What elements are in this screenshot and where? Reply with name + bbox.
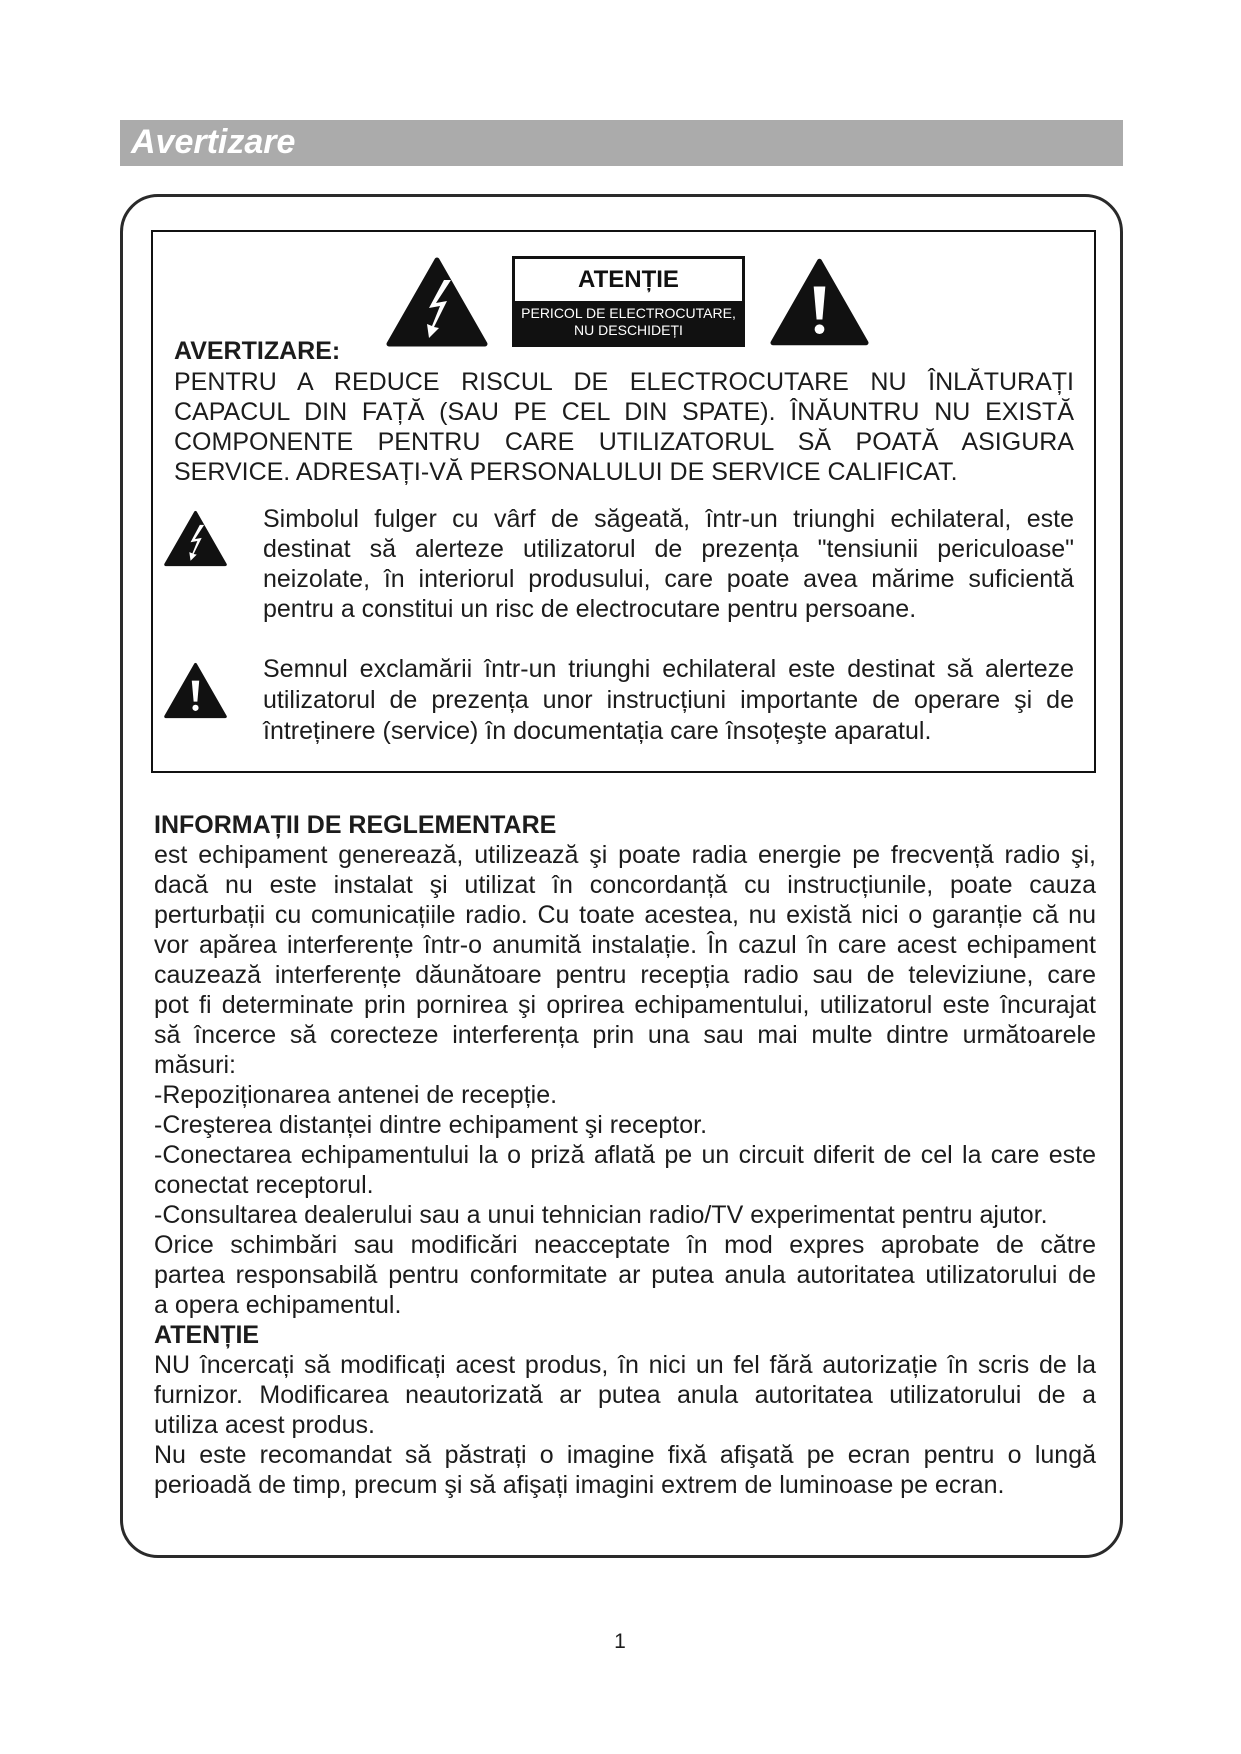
caution-line: NU încercați să modificați acest produs, în nici un fel fără autorizație în scris de la (154, 1351, 1096, 1379)
description-line: Simbolul fulger cu vârf de săgeată, într-un triunghi echilateral, este (263, 505, 1074, 533)
measure-item: conectat receptorul. (154, 1171, 374, 1199)
caution-label-line: NU DESCHIDEȚI (574, 322, 683, 338)
description-line: neizolate, în interiorul produsului, care poate avea mărime suficientă (263, 565, 1074, 593)
lightning-warning-icon (385, 256, 489, 348)
display-line: Nu este recomandat să păstrați o imagine fixă afişată pe ecran pentru o lungă (154, 1441, 1096, 1469)
caution-label-title: ATENȚIE (578, 266, 679, 293)
exclamation-symbol-description (263, 654, 1074, 747)
regulatory-line: dacă nu este instalat şi utilizat în concordanță cu instrucțiunile, poate cauza (154, 871, 1096, 899)
description-line: utilizatorul de prezența unor instrucțiuni importante de operare şi de (263, 686, 1074, 714)
page-number: 1 (614, 1630, 626, 1653)
regulatory-line: pot fi determinate prin pornirea şi oprirea echipamentului, utilizatorul este încurajat (154, 991, 1096, 1019)
regulatory-section (154, 810, 1096, 1500)
caution-line: utiliza acest produs. (154, 1411, 375, 1439)
caution-label (512, 256, 745, 347)
lightning-symbol-description (263, 504, 1074, 624)
lightning-warning-icon (163, 510, 228, 567)
measure-item: -Repoziționarea antenei de recepție. (154, 1081, 558, 1109)
regulatory-line: est echipament generează, utilizează şi poate radia energie pe frecvență radio şi, (154, 841, 1096, 869)
section-title: Avertizare (131, 123, 296, 161)
changes-line: partea responsabilă pentru conformitate ar putea anula autoritatea utilizatorului de (154, 1261, 1096, 1289)
exclamation-warning-icon (163, 662, 228, 719)
warning-line: CAPACUL DIN FAȚĂ (SAU PE CEL DIN SPATE). ÎNĂUNTRU NU EXISTĂ (174, 398, 1074, 426)
warning-paragraph (174, 367, 1074, 487)
changes-line: a opera echipamentul. (154, 1291, 402, 1319)
caution-label-line: PERICOL DE ELECTROCUTARE, (521, 305, 736, 321)
display-line: perioadă de timp, precum şi să afişați imagini extrem de luminoase pe ecran. (154, 1471, 1005, 1499)
description-line: Semnul exclamării într-un triunghi echilateral este destinat să alerteze (263, 655, 1074, 683)
caution-line: furnizor. Modificarea neautorizată ar putea anula autoritatea utilizatorului de a (154, 1381, 1096, 1409)
caution-heading: ATENȚIE (154, 1321, 260, 1349)
description-line: întreținere (service) în documentația care însoțeşte aparatul. (263, 717, 932, 745)
changes-line: Orice schimbări sau modificări neacceptate în mod expres aprobate de către (154, 1231, 1096, 1259)
section-header-bar (120, 120, 1123, 166)
regulatory-line: vor apărea interferențe într-o anumită instalație. În cazul în care acest echipament (154, 931, 1096, 959)
regulatory-line: perturbații cu comunicațiile radio. Cu toate acestea, nu există nici o garanție că nu (154, 901, 1096, 929)
exclamation-warning-icon (769, 256, 870, 348)
measure-item: -Consultarea dealerului sau a unui tehnician radio/TV experimentat pentru ajutor. (154, 1201, 1048, 1229)
measure-item: -Creşterea distanței dintre echipament şi receptor. (154, 1111, 708, 1139)
warning-heading: AVERTIZARE: (174, 337, 341, 365)
caution-label-band (515, 301, 742, 344)
description-line: destinat să alerteze utilizatorul de prezența "tensiunii periculoase" (263, 535, 1074, 563)
regulatory-line: să încerce să corecteze interferența prin una sau mai multe dintre următoarele (154, 1021, 1096, 1049)
regulatory-heading: INFORMAȚII DE REGLEMENTARE (154, 811, 557, 839)
regulatory-line: măsuri: (154, 1051, 236, 1079)
warning-line: COMPONENTE PENTRU CARE UTILIZATORUL SĂ POATĂ ASIGURA (174, 428, 1074, 456)
warning-heading-block (174, 336, 340, 366)
description-line: pentru a constitui un risc de electrocutare pentru persoane. (263, 595, 917, 623)
warning-line: SERVICE. ADRESAȚI-VĂ PERSONALULUI DE SERVICE CALIFICAT. (174, 458, 958, 486)
warning-line: PENTRU A REDUCE RISCUL DE ELECTROCUTARE NU ÎNLĂTURAȚI (174, 368, 1074, 396)
measure-item: -Conectarea echipamentului la o priză aflată pe un circuit diferit de cel la care este (154, 1141, 1096, 1169)
regulatory-line: cauzează interferențe dăunătoare pentru recepția radio sau de televiziune, care (154, 961, 1096, 989)
